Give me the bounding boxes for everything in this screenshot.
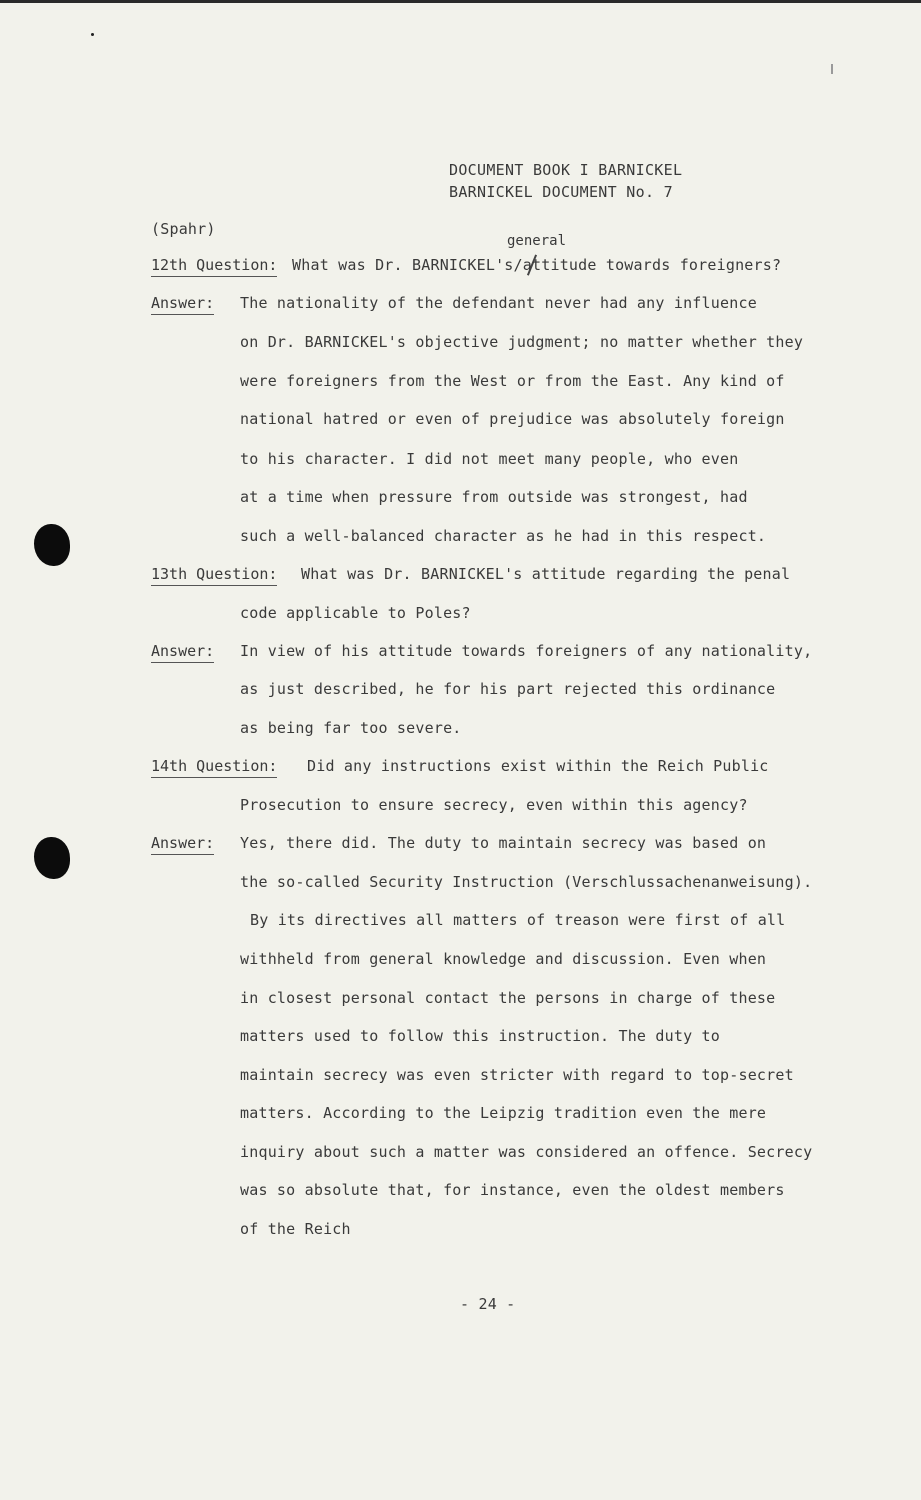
question-14-line: Prosecution to ensure secrecy, even within this agency? (240, 796, 748, 814)
answer-14-line: withheld from general knowledge and discussion. Even when (240, 950, 767, 968)
answer-14-label: Answer: (151, 834, 214, 855)
document-book-header: DOCUMENT BOOK I BARNICKEL (449, 161, 683, 179)
answer-14-line: of the Reich (240, 1220, 351, 1238)
answer-12-line: at a time when pressure from outside was strongest, had (240, 488, 748, 506)
question-12-text: What was Dr. BARNICKEL's/attitude towards foreigners? (292, 256, 782, 274)
answer-13-line: In view of his attitude towards foreigners of any nationality, (240, 642, 813, 660)
answer-12-line: national hatred or even of prejudice was absolutely foreign (240, 410, 785, 428)
handwritten-insertion: general (507, 233, 567, 249)
answer-12-line: on Dr. BARNICKEL's objective judgment; no matter whether they (240, 333, 804, 351)
question-12-label: 12th Question: (151, 256, 277, 277)
answer-14-line: By its directives all matters of treason were first of all (250, 911, 786, 929)
answer-14-line: matters used to follow this instruction. The duty to (240, 1027, 720, 1045)
page-top-edge (0, 0, 921, 3)
question-14-label: 14th Question: (151, 757, 277, 778)
punch-hole-upper (34, 524, 70, 566)
answer-12-line: to his character. I did not meet many people, who even (240, 450, 739, 468)
answer-13-line: as just described, he for his part rejected this ordinance (240, 680, 776, 698)
answer-12-line: were foreigners from the West or from the East. Any kind of (240, 372, 785, 390)
answer-14-line: matters. According to the Leipzig tradition even the mere (240, 1104, 767, 1122)
answer-12-label: Answer: (151, 294, 214, 315)
answer-14-line: was so absolute that, for instance, even the oldest members (240, 1181, 785, 1199)
question-13-line: What was Dr. BARNICKEL's attitude regarding the penal (301, 565, 791, 583)
question-14-line: Did any instructions exist within the Reich Public (307, 757, 769, 775)
answer-12-line: such a well-balanced character as he had in this respect. (240, 527, 767, 545)
page-number: - 24 - (460, 1295, 516, 1313)
witness-name: (Spahr) (151, 220, 216, 238)
answer-14-line: inquiry about such a matter was considered an offence. Secrecy (240, 1143, 813, 1161)
answer-14-line: Yes, there did. The duty to maintain secrecy was based on (240, 834, 767, 852)
answer-12-line: The nationality of the defendant never had any influence (240, 294, 757, 312)
answer-13-label: Answer: (151, 642, 214, 663)
question-13-line: code applicable to Poles? (240, 604, 471, 622)
answer-14-line: the so-called Security Instruction (Verschlussachenanweisung). (240, 873, 813, 891)
question-13-label: 13th Question: (151, 565, 277, 586)
ink-speck (91, 33, 94, 36)
punch-hole-lower (34, 837, 70, 879)
answer-14-line: in closest personal contact the persons in charge of these (240, 989, 776, 1007)
answer-13-line: as being far too severe. (240, 719, 462, 737)
answer-14-line: maintain secrecy was even stricter with regard to top-secret (240, 1066, 794, 1084)
margin-mark (831, 64, 833, 74)
document-number-header: BARNICKEL DOCUMENT No. 7 (449, 183, 673, 201)
